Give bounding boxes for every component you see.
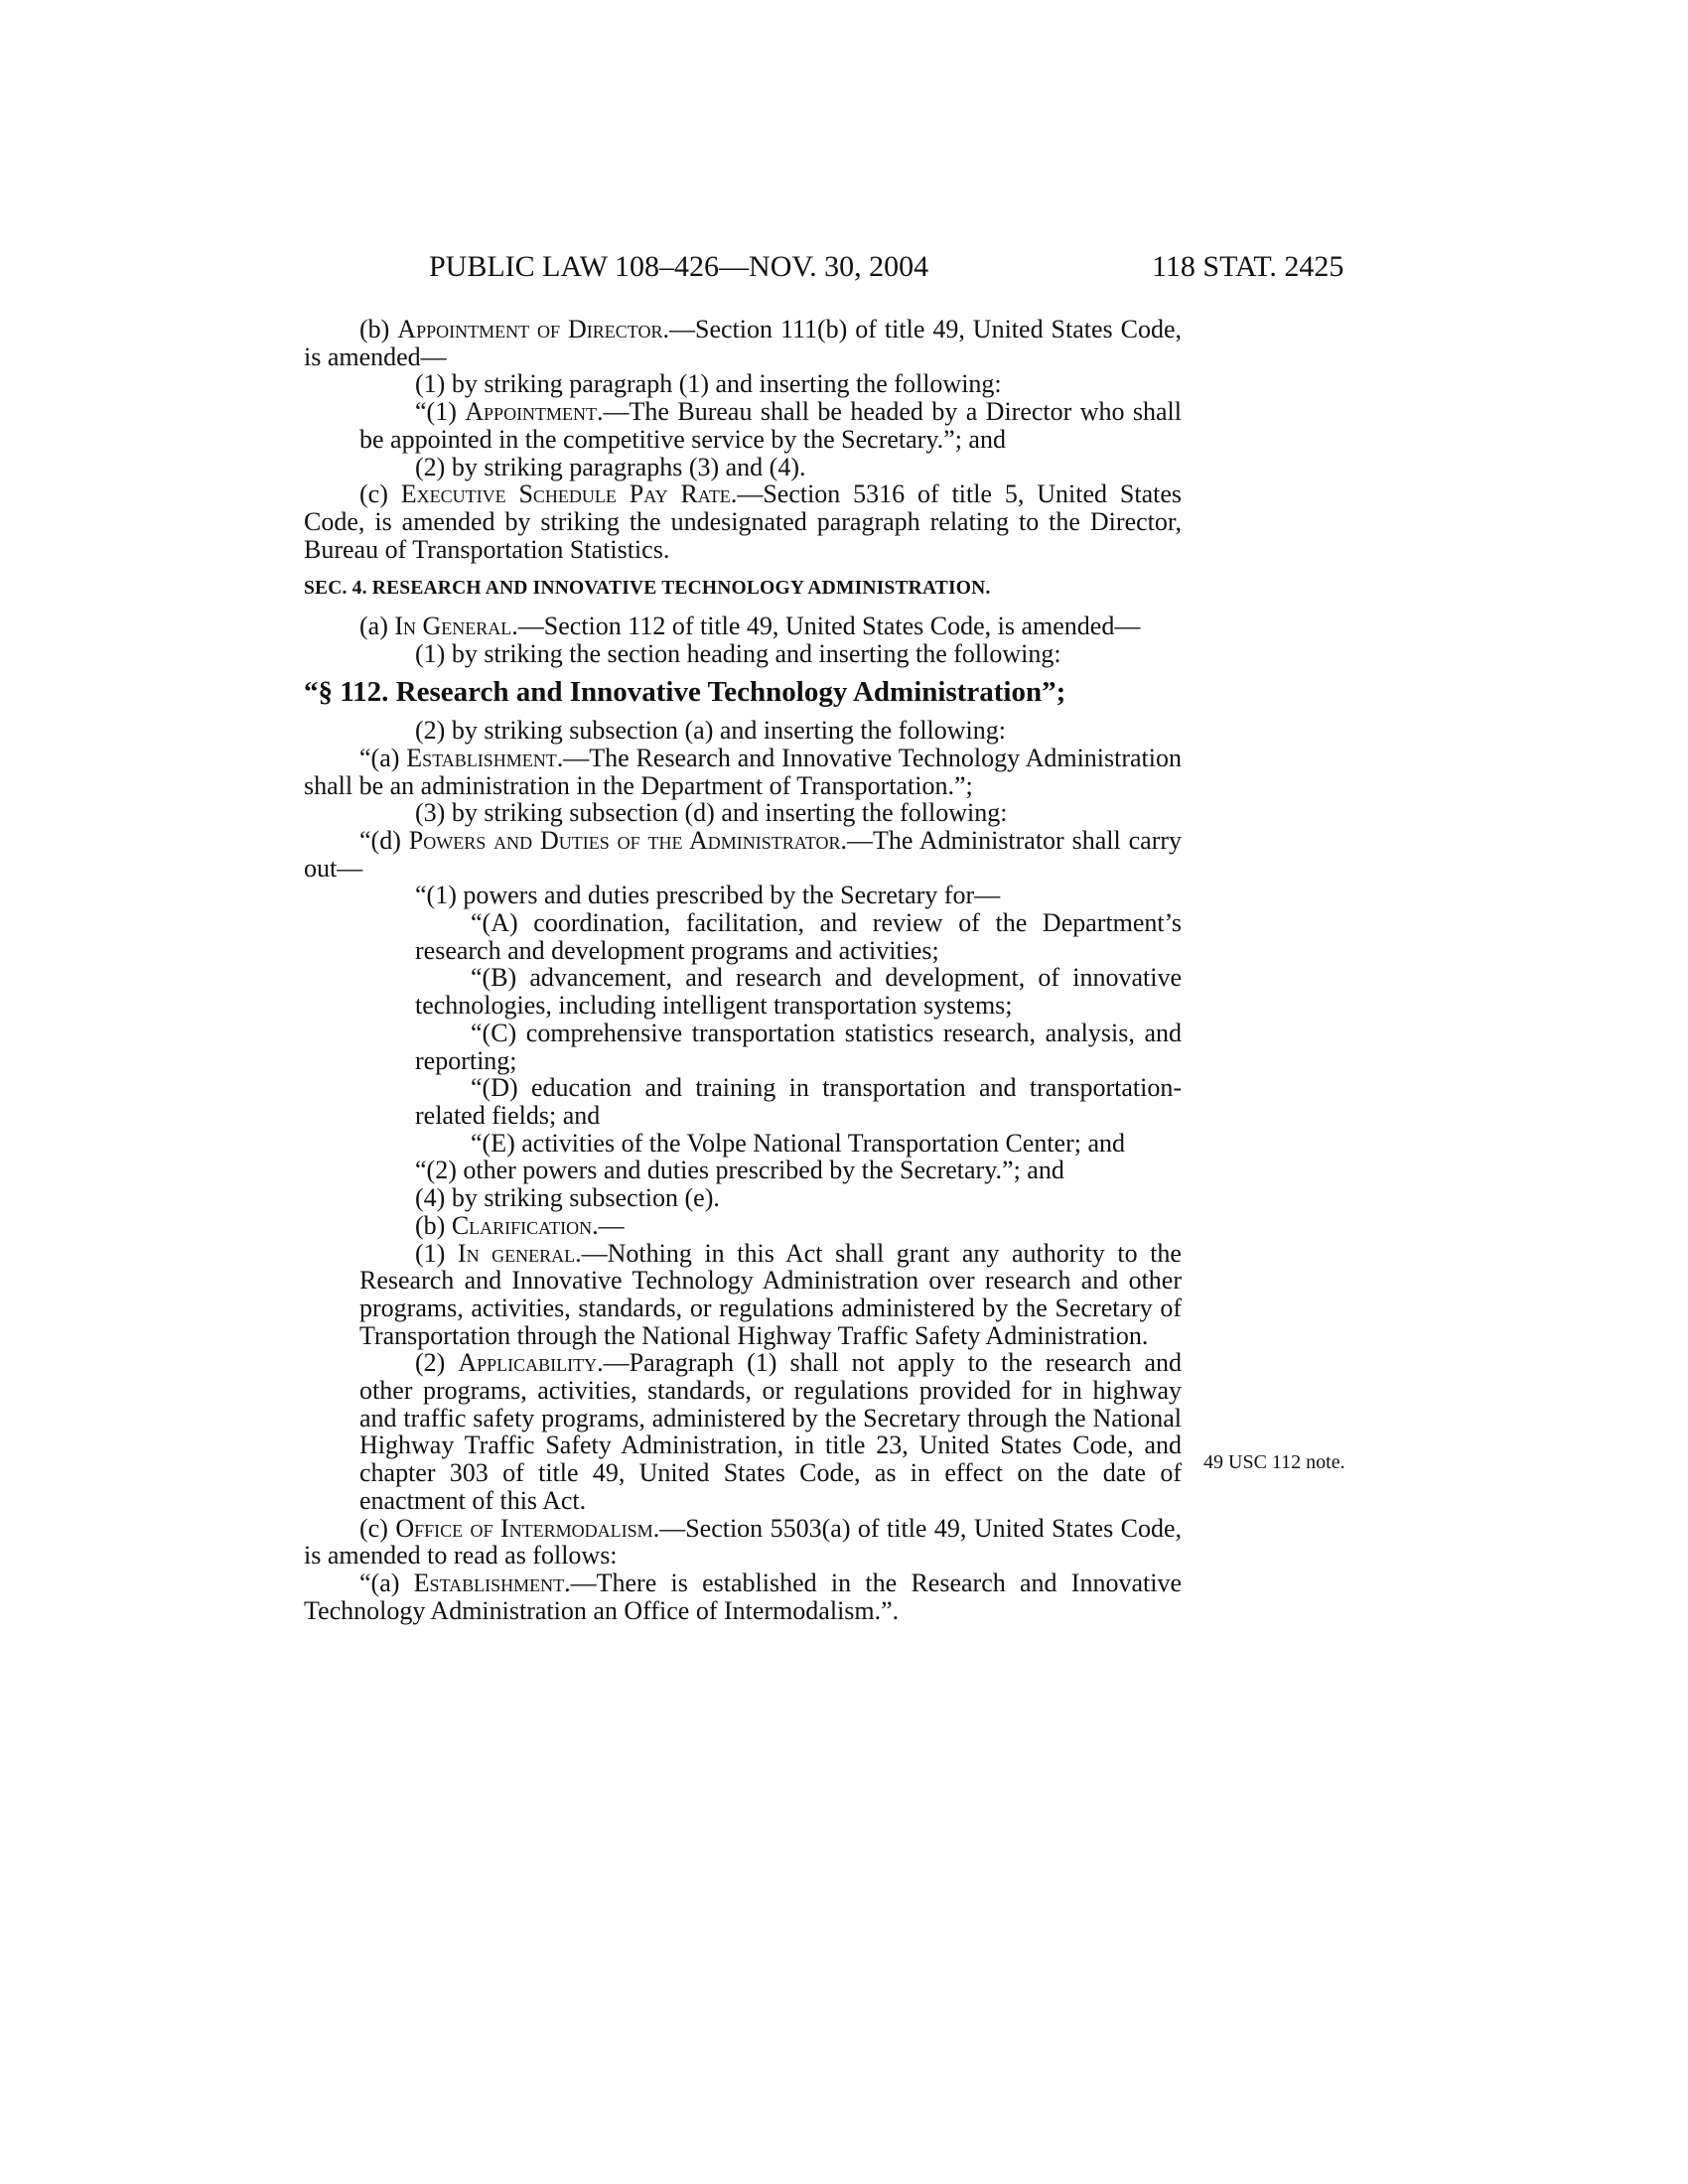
inserted-office-establishment: “(a) Establishment.—There is established in the Research and Innovative Technology Administration an Office of Intermodalism.”. [304,1568,1182,1625]
duty-1-d: “(D) education and training in transportation and transportation-related fields; and [415,1073,1182,1130]
clause-2-strike-subsection-a: (2) by striking subsection (a) and inserting the following: [415,716,1007,746]
duty-1-c: “(C) comprehensive transportation statistics research, analysis, and reporting; [415,1018,1182,1075]
paragraph-b-clarification: (b) Clarification.— [415,1210,625,1240]
paragraph-c-pay-rate: (c) Executive Schedule Pay Rate.—Section 5316 of title 5, United States Code, is amended by striking the undesignated paragraph relating to the Director, Bureau of Transportation Statistics. [304,479,1182,564]
clause-1-strike-heading: (1) by striking the section heading and inserting the following: [415,638,1061,668]
section-heading: SEC. 4. RESEARCH AND INNOVATIVE TECHNOLOGY ADMINISTRATION. [304,578,991,600]
page-header [0,250,1688,290]
inserted-appointment-text: “(1) Appointment.—The Bureau shall be headed by a Director who shall be appointed in the competitive service by the Secretary.”; and [359,397,1182,454]
duty-1-b: “(B) advancement, and research and development, of innovative technologies, including intelligent transportation systems; [415,963,1182,1021]
clause-1-strike-paragraph: (1) by striking paragraph (1) and inserting the following: [415,369,1002,399]
statute-page-number: 118 STAT. 2425 [1152,250,1344,283]
margin-note: 49 USC 112 note. [1203,1451,1345,1473]
duty-1-a: “(A) coordination, facilitation, and review of the Department’s research and development programs and activities; [415,908,1182,965]
document-body [304,316,1182,1624]
inserted-establishment-text: “(a) Establishment.—The Research and Innovative Technology Administration shall be an administration in the Department of Transportation.”; [304,743,1183,800]
inserted-powers-and-duties: “(d) Powers and Duties of the Administrator.—The Administrator shall carry out— [304,825,1183,883]
inserted-section-title: “§ 112. Research and Innovative Technology Administration”; [304,676,1066,709]
duty-2: “(2) other powers and duties prescribed by the Secretary.”; and [415,1156,1064,1185]
paragraph-c-office-intermodalism: (c) Office of Intermodalism.—Section 5503(a) of title 49, United States Code, is amended to read as follows: [304,1513,1183,1570]
clarification-applicability: (2) Applicability.—Paragraph (1) shall not apply to the research and other programs, activities, standards, or regulations provided for in highway and traffic safety programs, administered by the Secretary through the National Highway Traffic Safety Administration, in title 23, United States Code, and chapter 303 of title 49, United States Code, as in effect on the date of enactment of this Act. [359,1348,1182,1515]
duty-1: “(1) powers and duties prescribed by the Secretary for— [415,881,1001,910]
duty-1-e: “(E) activities of the Volpe National Transportation Center; and [471,1128,1126,1158]
running-title: PUBLIC LAW 108–426—NOV. 30, 2004 [429,250,929,283]
clause-3-strike-subsection-d: (3) by striking subsection (d) and inserting the following: [415,798,1008,828]
clause-4-strike-subsection-e: (4) by striking subsection (e). [415,1183,720,1213]
paragraph-b-appointment: (b) Appointment of Director.—Section 111(b) of title 49, United States Code, is amended— [304,315,1182,371]
clarification-in-general: (1) In general.—Nothing in this Act shall grant any authority to the Research and Innovative Technology Administration over research and other programs, activities, standards, or regulations administered by the Secretary of Transportation through the National Highway Traffic Safety Administration. [359,1238,1182,1350]
paragraph-a-in-general: (a) In General.—Section 112 of title 49, United States Code, is amended— [359,612,1141,641]
clause-2-strike-paragraphs: (2) by striking paragraphs (3) and (4). [415,452,806,481]
